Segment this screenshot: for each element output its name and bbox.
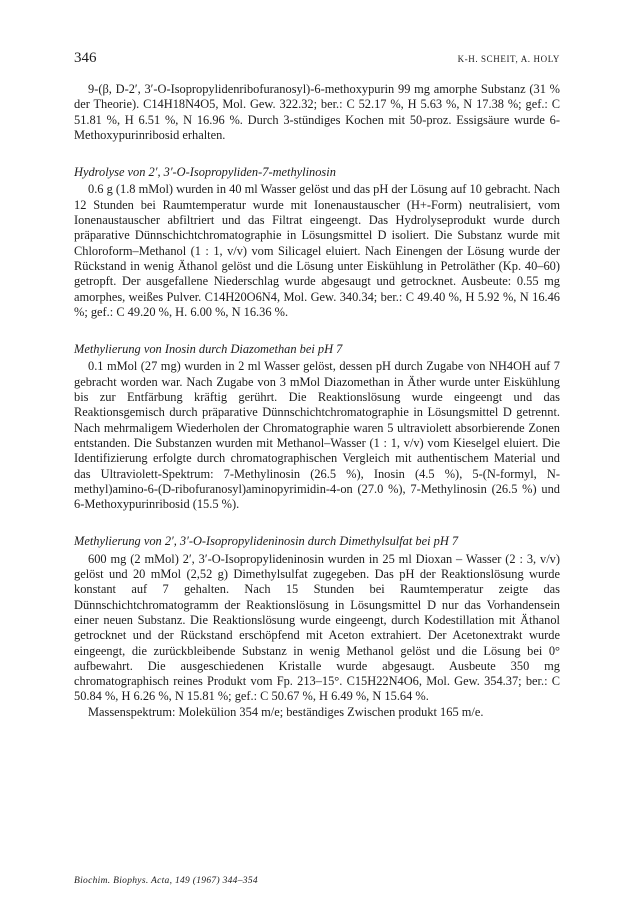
section-title: Methylierung von Inosin durch Diazomethan bei pH 7 <box>74 342 343 357</box>
section-hydrolyse <box>74 165 560 320</box>
section-body: 0.1 mMol (27 mg) wurden in 2 ml Wasser gelöst, dessen pH durch Zugabe von NH4OH auf 7 gebracht worden war. Nach Zugabe von 3 mMol Diazomethan in Äther wurde unter Eiskühlung bis zur Entfärbung kräftig gerührt. Die Reaktionslösung wurde eingeengt und das Reaktionsgemisch durch präparative Dünnschichtchromatographie in Lösungsmittel D getrennt. Nach mehrmaligem Wiederholen der Chromatographie waren 5 ultraviolett absorbierende Zonen entstanden. Die Substanzen wurden mit Methanol–Wasser (1 : 1, v/v) vom Kieselgel eluiert. Die Identifizierung erfolgte durch chromatographischen Vergleich mit authentischem Material und das Ultraviolett-Spektrum: 7-Methylinosin (26.5 %), Inosin (4.5 %), 5-(N-formyl, N-methyl)amino-6-(D-ribofuranosyl)aminopyrimidin-4-on (27.0 %), 7-Methylinosin (26.5 %) und 6-Methoxypurinribosid (15.5 %). <box>74 359 560 512</box>
section-body: 0.6 g (1.8 mMol) wurden in 40 ml Wasser gelöst und das pH der Lösung auf 10 gebracht. Nach 12 Stunden bei Raumtemperatur wurde mit Ionenaustauscher (H+-Form) neutralisiert, vom Ionenaustauscher abfiltriert und das Filtrat eingeengt. Das Hydrolyseprodukt wurde durch präparative Dünnschichtchromatographie in Lösungsmittel D isoliert. Die Substanz wurde mit Chloroform–Methanol (1 : 1, v/v) vom Silicagel eluiert. Nach Einengen der Lösung wurde der Rückstand in wenig Äthanol gelöst und die Lösung unter Eiskühlung in Petroläther (Kp. 40–60) getropft. Der ausgefallene Niederschlag wurde abgesaugt und getrocknet. Ausbeute: 0.55 mg amorphes, weißes Pulver. C14H20O6N4, Mol. Gew. 340.34; ber.: C 49.40 %, H 5.92 %, N 16.46 %; gef.: C 49.20 %, H. 6.00 %, N 16.36 %. <box>74 182 560 319</box>
section-methylierung-inosin <box>74 342 560 512</box>
page-header <box>74 50 560 72</box>
section-title: Hydrolyse von 2′, 3′-O-Isopropyliden-7-methylinosin <box>74 165 336 180</box>
section-title: Methylierung von 2′, 3′-O-Isopropylideninosin durch Dimethylsulfat bei pH 7 <box>74 534 459 549</box>
intro-paragraph: 9-(β, D-2′, 3′-O-Isopropylidenribofuranosyl)-6-methoxypurin 99 mg amorphe Substanz (31 % der Theorie). C14H18N4O5, Mol. Gew. 322.32; ber.: C 52.17 %, H 5.63 %, N 17.38 %; gef.: C 51.81 %, H 6.51 %, N 16.96 %. Durch 3-stündiges Kochen mit 50-proz. Essigsäure wurde 6-Methoxypurinribosid erhalten. <box>74 82 560 142</box>
section-body-extra: Massenspektrum: Molekülion 354 m/e; beständiges Zwischen produkt 165 m/e. <box>88 704 484 719</box>
running-head: K-H. SCHEIT, A. HOLY <box>457 54 560 64</box>
section-body: 600 mg (2 mMol) 2′, 3′-O-Isopropylideninosin wurden in 25 ml Dioxan – Wasser (2 : 3, v/v) gelöst und 20 mMol (2,52 g) Dimethylsulfat zugegeben. Das pH der Reaktionslösung wurde konstant auf 7 gehalten. Nach 15 Stunden bei Raumtemperatur zeigte das Dünnschichtchromatogramm der Reaktionslösung in Lösungsmittel D nur das Vorhandensein einer neuen Substanz. Die Reaktionslösung wurde eingeengt, durch Kodestillation mit Äthanol getrocknet und der Rückstand erschöpfend mit Aceton extrahiert. Der Acetonextrakt wurde eingeengt, die zurückbleibende Substanz in wenig Methanol gelöst und die Lösung bei 0° aufbewahrt. Die ausgeschiedenen Kristalle wurde abgesaugt. Ausbeute 350 mg chromatographisch reines Produkt vom Fp. 213–15°. C15H22N4O6, Mol. Gew. 354.37; ber.: C 50.84 %, H 6.26 %, N 15.81 %; gef.: C 50.67 %, H 6.49 %, N 15.64 %. <box>74 551 560 704</box>
page-body <box>74 50 560 720</box>
page-number: 346 <box>74 50 97 66</box>
journal-footer: Biochim. Biophys. Acta, 149 (1967) 344–354 <box>74 876 258 886</box>
section-methylierung-dimethylsulfat <box>74 534 560 720</box>
